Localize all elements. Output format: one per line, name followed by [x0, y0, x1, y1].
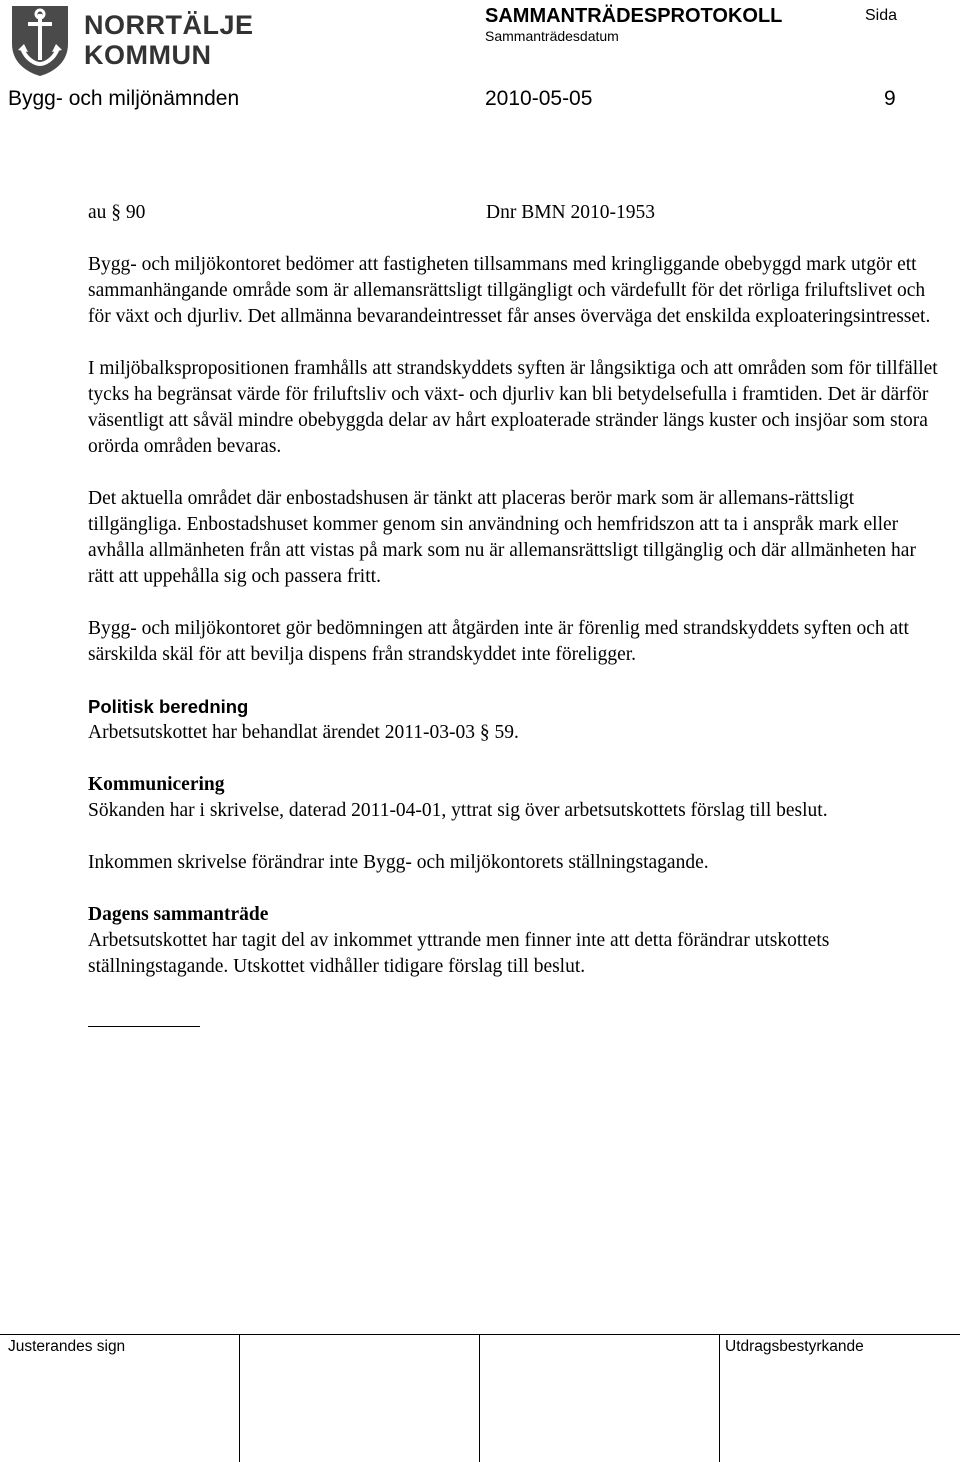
municipality-logo: [8, 4, 254, 78]
footer-divider: [239, 1334, 240, 1462]
section-heading: Dagens sammanträde: [88, 904, 269, 925]
document-body: [88, 200, 938, 1027]
footer-rule: [0, 1334, 960, 1335]
anchor-crest-icon: [8, 4, 72, 76]
case-number: au § 90: [88, 202, 146, 223]
section-kommunicering: [88, 772, 938, 824]
committee-name: Bygg- och miljönämnden: [8, 87, 240, 110]
document-title: SAMMANTRÄDESPROTOKOLL: [485, 5, 783, 27]
logo-text-line2: KOMMUN: [84, 40, 212, 70]
registration-number: Dnr BMN 2010-1953: [486, 202, 655, 223]
section-heading: Politisk beredning: [88, 696, 249, 717]
paragraph-skrivelse: Inkommen skrivelse förändrar inte Bygg- och miljökontorets ställningstagande.: [88, 852, 709, 873]
justerandes-sign-label: Justerandes sign: [8, 1338, 126, 1355]
utdragsbestyrkande-label: Utdragsbestyrkande: [725, 1338, 864, 1355]
case-reference: [88, 200, 938, 226]
meeting-date: 2010-05-05: [485, 87, 593, 110]
section-text: Arbetsutskottet har tagit del av inkommet yttrande men finner inte att detta förändrar utskottets ställningstagande. Utskottet vidhåller tidigare förslag till beslut.: [88, 930, 830, 977]
page-number: 9: [884, 87, 896, 110]
paragraph-assessment: Bygg- och miljökontoret bedömer att fastigheten tillsammans med kringliggande obebyggd mark utgör ett sammanhängande område som är allemansrättsligt tillgängligt och värdefullt för det rörliga friluftslivet och för växt och djurliv. Det allmänna bevarandeintresset får anses överväga det enskilda exploateringsintresset.: [88, 254, 931, 327]
section-text: Sökanden har i skrivelse, daterad 2011-04-01, yttrat sig över arbetsutskottets förslag till beslut.: [88, 800, 828, 821]
logo-text-line1: NORRTÄLJE: [84, 10, 254, 40]
section-politisk-beredning: [88, 694, 938, 746]
page-label: Sida: [865, 7, 898, 24]
end-rule: [88, 1026, 200, 1027]
paragraph-area: Det aktuella området där enbostadshusen är tänkt att placeras berör mark som är allemans-rättsligt tillgängliga. Enbostadshuset kommer genom sin användning och hemfridszon att ta i anspråk mark eller avhålla allmänheten från att vistas på mark som nu är allemansrättsligt tillgänglig och där allmänheten har rätt att uppehålla sig och passera fritt.: [88, 488, 916, 587]
section-heading: Kommunicering: [88, 774, 225, 795]
paragraph-proposition: I miljöbalkspropositionen framhålls att strandskyddets syften är långsiktiga och att områden som för tillfället tycks ha begränsat värde för friluftsliv och växt- och djurliv kan bli betydelsefulla i framtiden. Det är därför väsentligt att såväl mindre obebyggda delar av hårt exploaterade stränder längs kuster och insjöar som stora orörda områden bevaras.: [88, 358, 938, 457]
section-dagens-sammantrade: [88, 902, 938, 980]
date-label: Sammanträdesdatum: [485, 28, 619, 44]
footer-divider: [479, 1334, 480, 1462]
section-text: Arbetsutskottet har behandlat ärendet 2011-03-03 § 59.: [88, 722, 519, 743]
paragraph-conclusion: Bygg- och miljökontoret gör bedömningen att åtgärden inte är förenlig med strandskyddets syften och att särskilda skäl för att bevilja dispens från strandskyddet inte föreligger.: [88, 618, 909, 665]
footer-divider: [719, 1334, 720, 1462]
